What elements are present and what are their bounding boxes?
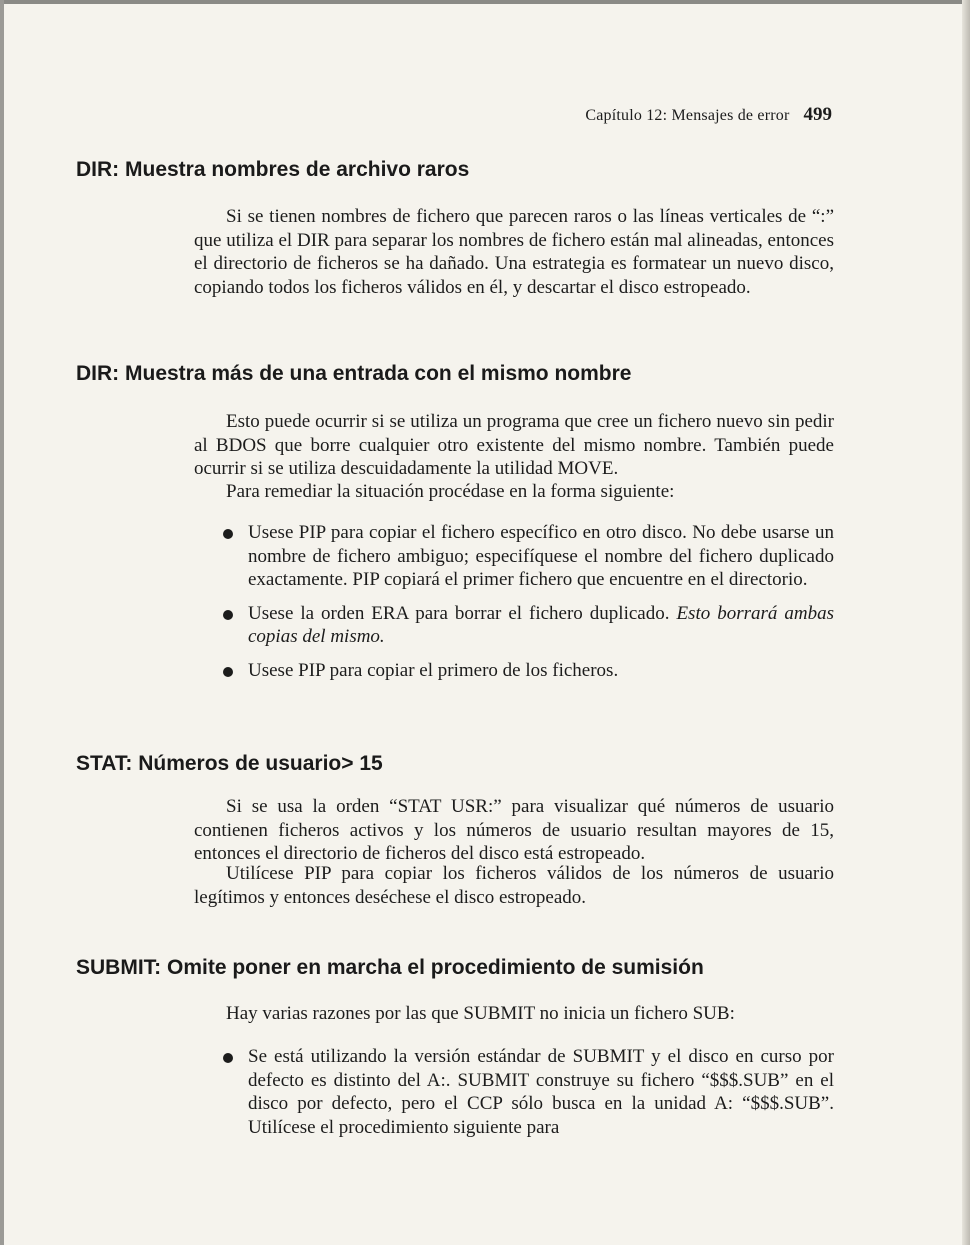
bullet-icon bbox=[223, 529, 233, 539]
paragraph: Hay varias razones por las que SUBMIT no inicia un fichero SUB: bbox=[226, 1003, 735, 1024]
list-item bbox=[218, 659, 834, 683]
page-number: 499 bbox=[803, 104, 832, 125]
section-heading: DIR: Muestra más de una entrada con el mismo nombre bbox=[76, 362, 632, 385]
running-header bbox=[480, 104, 832, 130]
section-heading: SUBMIT: Omite poner en marcha el procedimiento de sumisión bbox=[76, 956, 704, 979]
paragraph: Utilícese PIP para copiar los ficheros válidos de los números de usuario legítimos y entonces deséchese el disco estropeado. bbox=[194, 863, 834, 908]
list-item-text: Usese la orden ERA para borrar el fichero duplicado. bbox=[248, 602, 677, 624]
scan-top-edge bbox=[0, 0, 970, 4]
list-item-text: Usese PIP para copiar el fichero específico en otro disco. No debe usarse un nombre de fichero ambiguo; especifíquese el nombre del fichero duplicado exactamente. PIP copiará el primer fichero que encuentre en el directorio. bbox=[248, 522, 834, 590]
list-item bbox=[218, 602, 834, 649]
paragraph: Para remediar la situación procédase en la forma siguiente: bbox=[226, 481, 675, 502]
paragraph: Si se tienen nombres de fichero que parecen raros o las líneas verticales de “:” que utiliza el DIR para separar los nombres de fichero están mal alineadas, entonces el directorio de ficheros se ha dañado. Una estrategia es formatear un nuevo disco, copiando todos los ficheros válidos en él, y descartar el disco estropeado. bbox=[194, 206, 834, 298]
paragraph: Si se usa la orden “STAT USR:” para visualizar qué números de usuario contienen ficheros activos y los números de usuario resultan mayores de 15, entonces el directorio de ficheros del disco está estropeado. bbox=[194, 796, 834, 864]
scan-right-edge bbox=[962, 0, 970, 1245]
list-item bbox=[218, 1045, 834, 1139]
scan-left-edge bbox=[0, 0, 4, 1245]
paragraph: Esto puede ocurrir si se utiliza un programa que cree un fichero nuevo sin pedir al BDOS que borre cualquier otro existente del mismo nombre. También puede ocurrir si se utiliza descuidadamente la utilidad MOVE. bbox=[194, 411, 834, 479]
bullet-list bbox=[218, 1045, 834, 1139]
bullet-list bbox=[218, 521, 834, 682]
list-item-text: Usese PIP para copiar el primero de los ficheros. bbox=[248, 659, 619, 681]
list-item-text: Se está utilizando la versión estándar de SUBMIT y el disco en curso por defecto es distinto del A:. SUBMIT construye su fichero “$$$.SUB” en el disco por defecto, pero el CCP sólo busca en la unidad A: “$$$.SUB”. Utilícese el procedimiento siguiente para bbox=[248, 1046, 834, 1138]
section-heading: DIR: Muestra nombres de archivo raros bbox=[76, 158, 470, 181]
section-heading: STAT: Números de usuario> 15 bbox=[76, 752, 383, 775]
chapter-title: Capítulo 12: Mensajes de error bbox=[585, 107, 790, 124]
bullet-icon bbox=[223, 1053, 233, 1063]
bullet-icon bbox=[223, 610, 233, 620]
bullet-icon bbox=[223, 667, 233, 677]
list-item-italic-text: Esto borrará ambas copias del mismo. bbox=[248, 602, 834, 647]
list-item bbox=[218, 521, 834, 592]
